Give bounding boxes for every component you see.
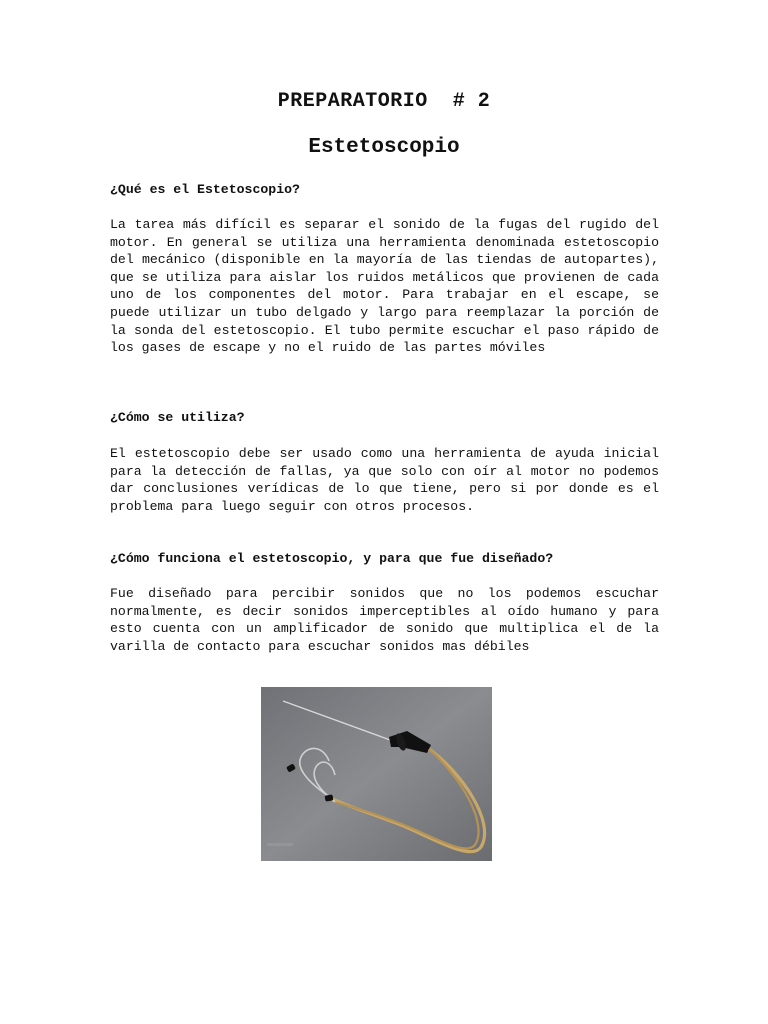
answer-3: Fue diseñado para percibir sonidos que no los podemos escuchar normalmente, es decir sonidos imperceptibles al oído humano y para esto cuenta con un amplificador de sonido que multiplica el de la varilla de contacto para escuchar sonidos mas débiles [110, 586, 659, 654]
question-2: ¿Cómo se utiliza? [110, 410, 245, 425]
question-1: ¿Qué es el Estetoscopio? [110, 182, 300, 197]
document-title: PREPARATORIO # 2 [277, 90, 491, 113]
question-3: ¿Cómo funciona el estetoscopio, y para que fue diseñado? [110, 551, 554, 566]
answer-2: El estetoscopio debe ser usado como una herramienta de ayuda inicial para la detección de fallas, ya que solo con oír al motor no podemos dar conclusiones verídicas de lo que tiene, pero si por donde es el problema para luego seguir con otros procesos. [110, 446, 659, 514]
document-subtitle: Estetoscopio [308, 136, 460, 159]
answer-1: La tarea más difícil es separar el sonido de la fugas del rugido del motor. En general se utiliza una herramienta denominada estetoscopio del mecánico (disponible en la mayoría de las tiendas de autopartes), que se utiliza para aislar los ruidos metálicos que provienen de cada uno de los componentes del motor. Para trabajar en el escape, se puede utilizar un tubo delgado y largo para reemplazar la porción de la sonda del estetoscopio. El tubo permite escuchar el paso rápido de los gases de escape y no el ruido de las partes móviles [110, 217, 659, 356]
stethoscope-photo [261, 687, 492, 861]
